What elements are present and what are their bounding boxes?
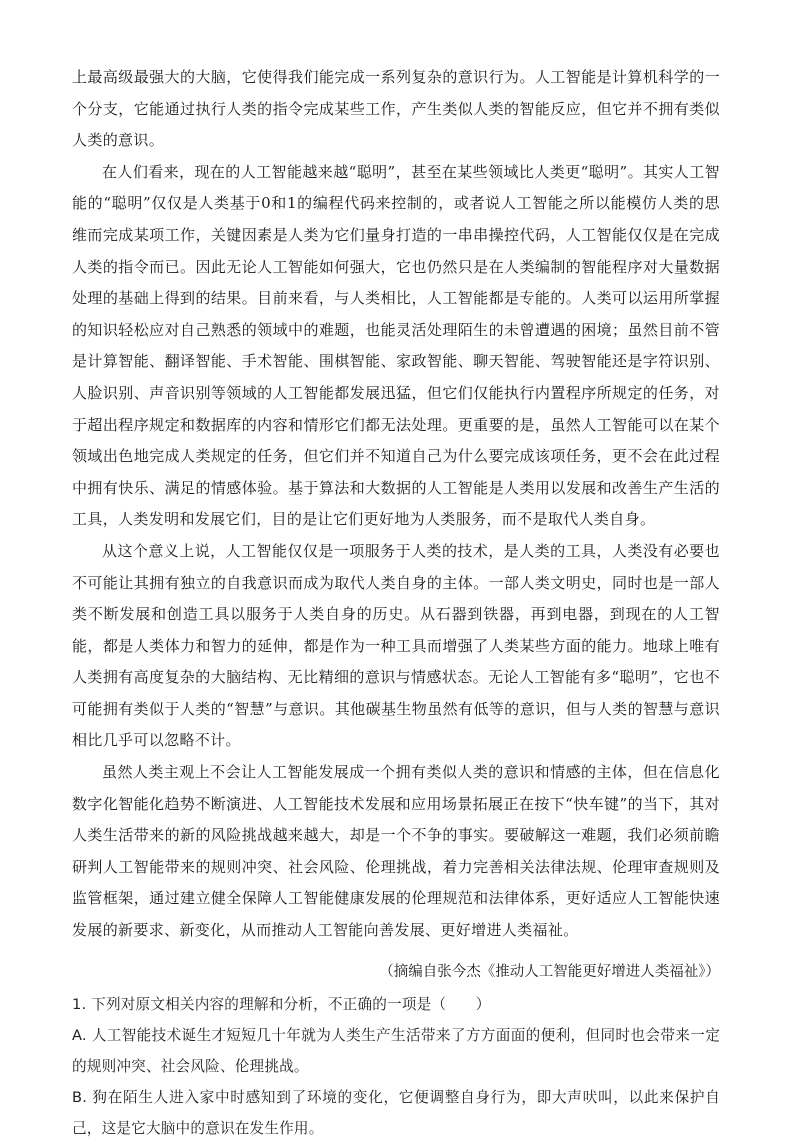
article-paragraph-3: 从这个意义上说，人工智能仅仅是一项服务于人类的技术，是人类的工具，人类没有必要也不可能让其拥有独立的自我意识而成为取代人类自身的主体。一部人类文明史，同时也是一部人类不断发展和创造工具以服务于人类自身的历史。从石器到铁器，再到电器，到现在的人工智能，都是人类体力和智力的延伸，都是作为一种工具而增强了人类某些方面的能力。地球上唯有人类拥有高度复杂的大脑结构、无比精细的意识与情感状态。无论人工智能有多“聪明”，它也不可能拥有类似于人类的“智慧”与意识。其他碳基生物虽然有低等的意识，但与人类的智慧与意识相比几乎可以忽略不计。	[72, 541, 720, 750]
article-paragraph-1: 上最高级最强大的大脑，它使得我们能完成一系列复杂的意识行为。人工智能是计算机科学的一个分支，它能通过执行人类的指令完成某些工作，产生类似人类的智能反应，但它并不拥有类似人类的意识。	[72, 68, 720, 150]
document-page	[72, 62, 720, 1144]
question-1	[72, 989, 720, 1144]
article-paragraph-2: 在人们看来，现在的人工智能越来越“聪明”，甚至在某些领域比人类更“聪明”。其实人工智能的“聪明”仅仅是人类基于0和1的编程代码来控制的，或者说人工智能之所以能模仿人类的思维而完成某项工作，关键因素是人类为它们量身打造的一串串操控代码，人工智能仅仅是在完成人类的指令而已。因此无论人工智能如何强大，它也仍然只是在人类编制的智能程序对大量数据处理的基础上得到的结果。目前来看，与人类相比，人工智能都是专能的。人类可以运用所掌握的知识轻松应对自己熟悉的领域中的难题，也能灵活处理陌生的未曾遭遇的困境；虽然目前不管是计算智能、翻译智能、手术智能、围棋智能、家政智能、聊天智能、驾驶智能还是字符识别、人脸识别、声音识别等领域的人工智能都发展迅猛，但它们仅能执行内置程序所规定的任务，对于超出程序规定和数据库的内容和情形它们都无法处理。更重要的是，虽然人工智能可以在某个领域出色地完成人类规定的任务，但它们并不知道自己为什么要完成该项任务，更不会在此过程中拥有快乐、满足的情感体验。基于算法和大数据的人工智能是人类用以发展和改善生产生活的工具，人类发明和发展它们，目的是让它们更好地为人类服务，而不是取代人类自身。	[72, 162, 720, 529]
option-a: A. 人工智能技术诞生才短短几十年就为人类生产生活带来了方方面面的便利，但同时也会带来一定的规则冲突、社会风险、伦理挑战。	[72, 1026, 720, 1075]
option-b: B. 狗在陌生人进入家中时感知到了环境的变化，它便调整自身行为，即大声吠叫，以此来保护自己，这是它大脑中的意识在发生作用。	[72, 1088, 720, 1137]
question-stem: 1. 下列对原文相关内容的理解和分析，不正确的一项是（ ）	[72, 995, 491, 1013]
article-paragraph-4: 虽然人类主观上不会让人工智能发展成一个拥有类似人类的意识和情感的主体，但在信息化数字化智能化趋势不断演进、人工智能技术发展和应用场景拓展正在按下“快车键”的当下，其对人类生活带来的新的风险挑战越来越大，却是一个不争的事实。要破解这一难题，我们必须前瞻研判人工智能带来的规则冲突、社会风险、伦理挑战，着力完善相关法律法规、伦理审查规则及监管框架，通过建立健全保障人工智能健康发展的伦理规范和法律体系，更好适应人工智能快速发展的新要求、新变化，从而推动人工智能向善发展、更好增进人类福祉。	[72, 763, 720, 940]
article-source: （摘编自张今杰《推动人工智能更好增进人类福祉》）	[379, 963, 720, 980]
